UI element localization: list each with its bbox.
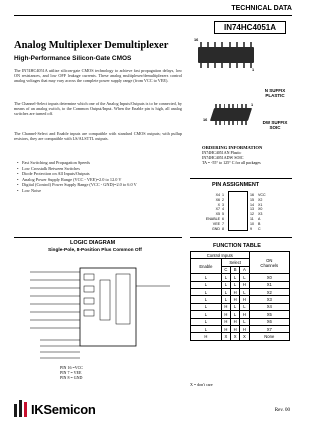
function-table-cell: H	[191, 333, 222, 340]
function-table-cell: L	[191, 318, 222, 325]
soic-pin1-label: 1	[251, 103, 254, 107]
header-c: C	[221, 266, 230, 273]
pin-left-number: 5	[222, 212, 224, 217]
function-table-cell: L	[191, 281, 222, 288]
function-table-row	[191, 288, 290, 295]
note-vcc: PIN 16 =VCC	[60, 365, 83, 370]
header-enable: Enable	[191, 259, 222, 274]
function-table-cell: X7	[249, 325, 289, 332]
function-table-cell: L	[240, 318, 249, 325]
function-table-cell: X	[231, 333, 240, 340]
soic-package-image	[212, 104, 250, 126]
pin-right-number: 12	[250, 212, 254, 217]
document-subtitle: High-Performance Silicon-Gate CMOS	[14, 55, 132, 62]
pin-right-name: X2	[258, 197, 263, 202]
pin-right-number: 9	[250, 226, 252, 231]
pin-left-name: GND	[212, 226, 220, 231]
function-table-cell: H	[231, 288, 240, 295]
feature-item: • Analog Power Supply Range (VCC - VEE)=2.0 to 12.0 V	[22, 177, 137, 183]
feature-item: • Digital (Control) Power Supply Range (VCC - GND)=2.0 to 6.0 V	[22, 182, 137, 188]
logic-diagram-subtitle: Single-Pole, 8-Position Plus Common Off	[48, 248, 142, 253]
function-table-cell: L	[240, 303, 249, 310]
pin-left-name: X	[217, 202, 220, 207]
pin-right-number: 10	[250, 221, 254, 226]
function-table-cell: H	[221, 303, 230, 310]
iksemicon-logo	[14, 400, 95, 417]
feature-item: • Diode Protection on All Inputs/Outputs	[22, 171, 137, 177]
soic-pin16-label: 16	[203, 118, 208, 122]
pin-left-number: 7	[222, 221, 224, 226]
function-table-cell: X0	[249, 274, 289, 281]
pin-left-name: X6	[215, 197, 220, 202]
function-table-cell: H	[240, 325, 249, 332]
function-table-cell: H	[240, 296, 249, 303]
function-table-row	[191, 274, 290, 281]
logic-diagram-rule	[14, 237, 182, 238]
function-table-row	[191, 325, 290, 332]
logo-mark-icon	[14, 400, 30, 417]
function-table-title: FUNCTION TABLE	[213, 243, 261, 249]
ordering-line-plastic: IN74HC4051AN Plastic	[202, 150, 242, 155]
header-b: B	[231, 266, 240, 273]
pin-right-number: 14	[250, 202, 254, 207]
function-table-cell: L	[191, 325, 222, 332]
function-table-cell: L	[221, 288, 230, 295]
pin-left-number: 1	[222, 193, 224, 197]
note-vee: PIN 7 = VEE	[60, 370, 82, 375]
header-select: Select	[221, 259, 249, 266]
technical-data-label: TECHNICAL DATA	[231, 5, 292, 12]
function-table-cell: X2	[249, 288, 289, 295]
function-table-cell: L	[231, 274, 240, 281]
function-table-cell: H	[240, 311, 249, 318]
pin-right-number: 13	[250, 207, 254, 212]
function-table-row	[191, 296, 290, 303]
ordering-line-soic: IN74HC4051ADW SOIC	[202, 155, 244, 160]
function-table-cell: L	[191, 288, 222, 295]
feature-list	[22, 160, 137, 194]
function-table-cell: X3	[249, 296, 289, 303]
header-a: A	[240, 266, 249, 273]
n-suffix-label: N SUFFIX PLASTIC	[264, 88, 286, 98]
function-table-cell: X4	[249, 303, 289, 310]
description-paragraph-1: The IN74HC4051A utilize silicon-gate CMOS technology to achieve fast propagation delays, low ON resistances, and low OFF leakage currents. These analog multiplexer/demultiplexers control analog voltages that may vary across the complete power supply range (from VCC to VEE).	[14, 68, 182, 84]
dip-pin16-label: 16	[194, 38, 199, 42]
pin-left-number: 3	[222, 202, 224, 207]
pin-left-number: 2	[222, 197, 224, 202]
function-table-row	[191, 333, 290, 340]
function-table-cell: H	[221, 318, 230, 325]
function-table-cell: L	[231, 303, 240, 310]
pin-left-name: ENABLE	[205, 217, 220, 221]
ordering-information	[202, 145, 262, 165]
dip-package-image	[198, 42, 254, 70]
function-table-cell: H	[221, 325, 230, 332]
function-table-cell: L	[221, 296, 230, 303]
pin-left-name: X4	[215, 193, 220, 197]
pin-right-name: VCC	[258, 193, 266, 197]
pin-right-name: X1	[258, 202, 263, 207]
function-table-cell: H	[231, 318, 240, 325]
logic-diagram-title: LOGIC DIAGRAM	[70, 240, 116, 246]
pin-left-name: X5	[215, 212, 220, 217]
pin-right-name: X0	[258, 207, 263, 212]
pin-right-name: X3	[258, 212, 263, 217]
pin-left-name: VEE	[212, 221, 220, 226]
dip-pin1-label: 1	[252, 68, 255, 72]
function-table-row	[191, 311, 290, 318]
function-table-cell: H	[240, 281, 249, 288]
logic-diagram-notes	[60, 365, 83, 380]
function-table-cell: L	[240, 288, 249, 295]
feature-item: • Low Noise	[22, 188, 137, 194]
function-table-row	[191, 281, 290, 288]
function-table-note: X = don't care	[190, 382, 213, 387]
pin-assignment-title: PIN ASSIGNMENT	[212, 182, 260, 188]
revision-label: Rev. 00	[274, 408, 290, 413]
pin-assignment-rule	[190, 178, 292, 179]
dw-suffix-label: DW SUFFIX SOIC	[262, 120, 288, 130]
feature-item: • Low Crosstalk Between Switches	[22, 166, 137, 172]
pin-right-name: B	[258, 221, 261, 226]
logic-diagram-schematic	[20, 256, 180, 364]
function-table-cell: X1	[249, 281, 289, 288]
function-table-cell: L	[191, 311, 222, 318]
function-table-cell: L	[191, 274, 222, 281]
function-table-cell: L	[221, 274, 230, 281]
description-paragraph-2: The Channel-Select inputs determine which one of the Analog Inputs/Outputs is to be connected, by means of an analog switch, to the Common Output/Input. When the Enable pin is high, all analog switches are turned off.	[14, 101, 182, 117]
function-table-cell: H	[221, 311, 230, 318]
function-table	[190, 251, 290, 341]
function-table-cell: None	[249, 333, 289, 340]
function-table-cell: X	[221, 333, 230, 340]
pin-right-number: 15	[250, 197, 254, 202]
function-table-cell: X	[240, 333, 249, 340]
function-table-rule	[190, 237, 292, 238]
function-table-cell: H	[231, 296, 240, 303]
ordering-title: ORDERING INFORMATION	[202, 145, 263, 150]
function-table-cell: L	[221, 281, 230, 288]
function-table-cell: X5	[249, 311, 289, 318]
function-table-cell: L	[191, 296, 222, 303]
pin-left-number: 6	[222, 217, 224, 221]
description-paragraph-3: The Channel-Select and Enable inputs are compatible with standard CMOS outputs; with pullup resistors, they are compatible with LS/ALSTTL outputs.	[14, 131, 182, 142]
header-control-inputs: Control Inputs	[191, 252, 250, 259]
header-on-channels: ON Channels	[249, 252, 289, 274]
ordering-line-temp: TA = -55° to 125° C for all packages	[202, 160, 261, 165]
pin-left-name: X7	[215, 207, 220, 212]
function-table-cell: L	[191, 303, 222, 310]
feature-item: • Fast Switching and Propagation Speeds	[22, 160, 137, 166]
function-table-cell: X6	[249, 318, 289, 325]
note-gnd: PIN 8 = GND	[60, 375, 83, 380]
function-table-cell: H	[231, 325, 240, 332]
pin-right-name: A	[258, 217, 261, 221]
document-title: Analog Multiplexer Demultiplexer	[14, 40, 169, 51]
pin-left-number: 4	[222, 207, 224, 212]
pin-right-name: C	[258, 226, 261, 231]
logo-text: IKSemicon	[31, 402, 96, 417]
pin-right-number: 11	[250, 217, 254, 221]
function-table-cell: L	[231, 311, 240, 318]
part-number-box: IN74HC4051A	[214, 21, 286, 34]
pin-left-number: 8	[222, 226, 224, 231]
function-table-row	[191, 303, 290, 310]
pin-right-number: 16	[250, 193, 254, 197]
function-table-cell: L	[240, 274, 249, 281]
header-rule	[14, 15, 292, 16]
function-table-row	[191, 318, 290, 325]
pin-assignment-chip	[228, 191, 248, 231]
function-table-cell: L	[231, 281, 240, 288]
